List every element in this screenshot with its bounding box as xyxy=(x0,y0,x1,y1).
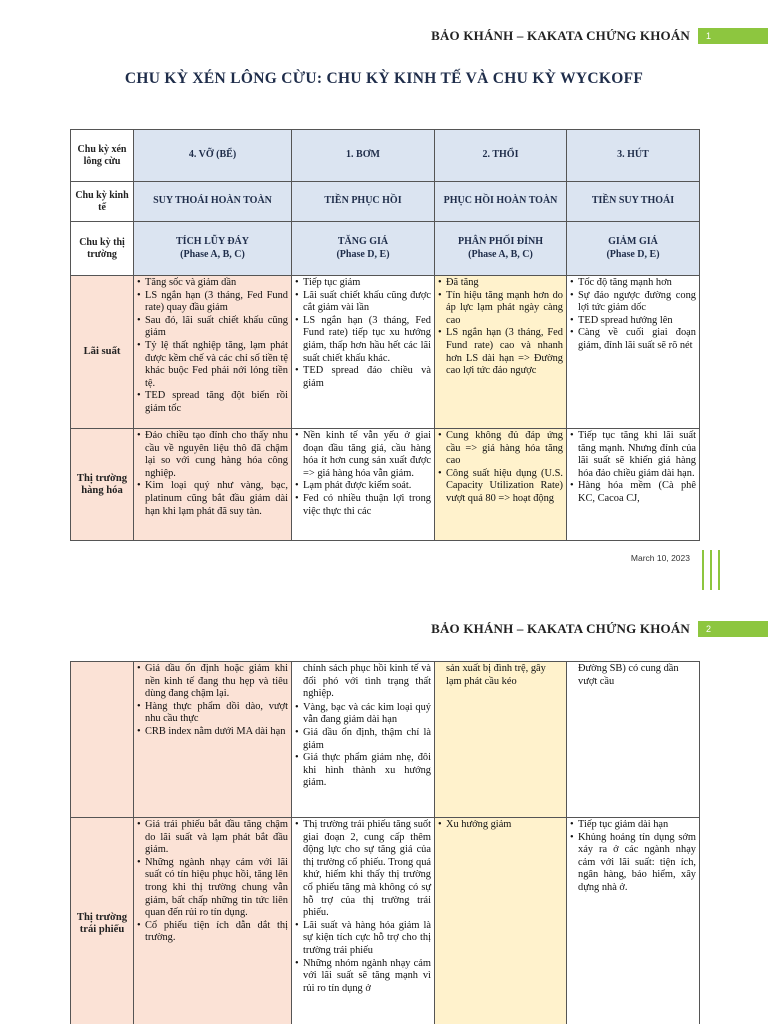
row-label-commodity: Thị trường hàng hóa xyxy=(71,429,134,541)
row-label-market: Chu kỳ thị trường xyxy=(71,222,134,276)
document-title: CHU KỲ XÉN LÔNG CỪU: CHU KỲ KINH TẾ VÀ CHU KỲ WYCKOFF xyxy=(124,70,644,87)
list-item: • Tiếp tục tăng khi lãi suất tăng mạnh. Nhưng đỉnh của lãi suất sẽ khiến giá hàng hóa đảo chiều giảm dài hạn. xyxy=(570,430,696,480)
table-row xyxy=(71,222,700,276)
list-item: • Đã tăng xyxy=(438,277,563,290)
list-item: • Những nhóm ngành nhạy cảm với lãi suất sẽ tăng mạnh vì rủi ro tín dụng ở xyxy=(295,958,431,996)
bond-cell xyxy=(134,818,292,1024)
table-row xyxy=(71,429,700,541)
green-lines-decoration xyxy=(698,550,728,590)
bullet-list xyxy=(134,662,291,739)
bond-cell xyxy=(567,818,700,1024)
list-item: • Cung không đủ đáp ứng cầu => giá hàng hóa tăng cao xyxy=(438,430,563,468)
market-cell xyxy=(134,222,292,276)
list-item: • Tốc độ tăng mạnh hơn xyxy=(570,277,696,290)
interest-cell xyxy=(435,276,567,429)
interest-cell xyxy=(292,276,435,429)
list-item: • Đảo chiều tạo đỉnh cho thấy nhu cầu về nguyên liệu thô đã chậm lại so với cung hàng hóa công nghiệp. xyxy=(137,430,288,480)
list-item: • Tiếp tục giảm xyxy=(295,277,431,290)
list-item: • Giá dầu ổn định hoặc giảm khi nền kinh tế đang thu hẹp và tiêu dùng đang chậm lại. xyxy=(137,663,288,701)
market-cell xyxy=(567,222,700,276)
list-item: • Cổ phiếu tiện ích dẫn dắt thị trường. xyxy=(137,920,288,945)
list-item: • Hàng thực phẩm dồi dào, vượt nhu cầu thực xyxy=(137,701,288,726)
list-item: • Giá thực phẩm giảm nhẹ, đôi khi hình thành xu hướng giảm. xyxy=(295,752,431,790)
list-item: • TED spread đảo chiều và giảm xyxy=(295,365,431,390)
commodity-cell xyxy=(292,662,435,818)
econ-cell: TIỀN PHỤC HỒI xyxy=(292,182,435,222)
bullet-list xyxy=(134,818,291,945)
market-name: GIẢM GIÁ xyxy=(608,235,658,247)
list-item: • Kim loại quý như vàng, bạc, platinum cũng bắt đầu giảm dài hạn khi lạm phát đã suy tàn. xyxy=(137,480,288,518)
phase-header: 4. VỠ (BỂ) xyxy=(134,130,292,182)
commodity-cell xyxy=(134,429,292,541)
row-label-shear: Chu kỳ xén lông cừu xyxy=(71,130,134,182)
commodity-text: chính sách phục hồi kinh tế và đối phó với tình trạng thất nghiệp. xyxy=(303,663,431,700)
list-item: • Lãi suất chiết khấu cũng được cắt giảm vài lần xyxy=(295,290,431,315)
list-item: • Công suất hiệu dụng (U.S. Capacity Utilization Rate) vượt quá 80 => hoạt động xyxy=(438,468,563,506)
commodity-cell xyxy=(435,429,567,541)
market-sub: (Phase A, B, C) xyxy=(468,248,533,260)
list-item: • Lãi suất và hàng hóa giảm là sự kiện tích cực hỗ trợ cho thị trường trái phiếu xyxy=(295,920,431,958)
row-label-interest: Lãi suất xyxy=(71,276,134,429)
list-item: • CRB index nằm dưới MA dài hạn xyxy=(137,726,288,739)
phase-header: 2. THỔI xyxy=(435,130,567,182)
econ-cell: PHỤC HỒI HOÀN TOÀN xyxy=(435,182,567,222)
bullet-list xyxy=(435,429,566,506)
list-item: • Khủng hoảng tín dụng sớm xảy ra ở các ngành nhạy cảm với lãi suất: tiện ích, ngân hàng, bảo hiểm, xây dựng nhà ở. xyxy=(570,832,696,895)
table-row xyxy=(71,130,700,182)
phase-header: 1. BƠM xyxy=(292,130,435,182)
list-item: • Thị trường trái phiếu tăng suốt giai đoạn 2, cung cấp thêm động lực cho sự tăng giá của thị trường cổ phiếu. Trong quá khứ, hiếm khi thấy thị trường cổ phiếu tăng mà không có sự hỗ trợ của thị trường trái phiếu. xyxy=(295,819,431,920)
list-item: • Những ngành nhạy cảm với lãi suất có tín hiệu phục hồi, tăng lên trong khi thị trường chung vẫn giảm, bất chấp những tin tức liên quan đến rủi ro tín dụng. xyxy=(137,857,288,920)
row-label-commodity-cont xyxy=(71,662,134,818)
market-name: TÍCH LŨY ĐÁY xyxy=(176,235,249,247)
row-label-bond: Thị trường trái phiếu xyxy=(71,818,134,1024)
list-item: • Hàng hóa mềm (Cà phê KC, Cacoa CJ, xyxy=(570,480,696,505)
bullet-list xyxy=(567,429,699,506)
list-item: • Giá trái phiếu bắt đầu tăng chậm do lãi suất và lạm phát bắt đầu giảm. xyxy=(137,819,288,857)
bullet-list xyxy=(292,818,434,995)
cycle-table xyxy=(70,129,700,541)
market-name: PHÂN PHỐI ĐỈNH xyxy=(458,235,543,247)
table-row xyxy=(71,662,700,818)
list-item: • LS ngắn hạn (3 tháng, Fed Fund rate) cao và nhanh hơn LS dài hạn => Đường cao lợi tức đảo ngược xyxy=(438,327,563,377)
bond-cell xyxy=(292,818,435,1024)
list-item: • Tỷ lệ thất nghiệp tăng, lạm phát được kềm chế và các chỉ số tiền tệ khác buộc Fed phải nới lỏng tiền tệ. xyxy=(137,340,288,390)
list-item: • LS ngắn hạn (3 tháng, Fed Fund rate) quay đầu giảm xyxy=(137,290,288,315)
list-item: • Giá dầu ổn định, thậm chí là giảm xyxy=(295,727,431,752)
bullet-list xyxy=(134,429,291,518)
bullet-list xyxy=(435,818,566,832)
list-item: • Lạm phát được kiểm soát. xyxy=(295,480,431,493)
bullet-list xyxy=(292,701,434,790)
page-header xyxy=(431,619,768,639)
list-item: • Vàng, bạc và các kim loại quý vẫn đang giảm dài hạn xyxy=(295,702,431,727)
page-header xyxy=(431,26,768,46)
econ-cell: SUY THOÁI HOÀN TOÀN xyxy=(134,182,292,222)
interest-cell xyxy=(134,276,292,429)
list-item: • TED spread hướng lên xyxy=(570,315,696,328)
table-row xyxy=(71,818,700,1024)
bond-cell xyxy=(435,818,567,1024)
page-number: 1 xyxy=(698,28,768,44)
bullet-list xyxy=(435,276,566,378)
list-item: • Tín hiệu tăng mạnh hơn do áp lực lạm phát ngày càng cao xyxy=(438,290,563,328)
table-row xyxy=(71,182,700,222)
commodity-text: sản xuất bị đình trệ, gây lạm phát cầu kéo xyxy=(446,663,546,687)
list-item: • Sau đó, lãi suất chiết khấu cũng giảm xyxy=(137,315,288,340)
list-item: • Tăng sốc và giảm dần xyxy=(137,277,288,290)
commodity-cell xyxy=(435,662,567,818)
page-date: March 10, 2023 xyxy=(630,553,690,563)
header-text: BẢO KHÁNH – KAKATA CHỨNG KHOÁN xyxy=(431,621,690,636)
commodity-cell xyxy=(134,662,292,818)
phase-header: 3. HÚT xyxy=(567,130,700,182)
list-item: • Fed có nhiều thuận lợi trong việc thực thi các xyxy=(295,493,431,518)
list-item: • Xu hướng giảm xyxy=(438,819,563,832)
list-item: • LS ngắn hạn (3 tháng, Fed Fund rate) tiếp tục xu hướng giảm, thấp hơn hầu hết các lãi suất chiết khấu khác. xyxy=(295,315,431,365)
row-label-econ: Chu kỳ kinh tế xyxy=(71,182,134,222)
list-item: • Sự đảo ngược đường cong lợi tức giảm dốc xyxy=(570,290,696,315)
list-item: • TED spread tăng đột biến rồi giảm tốc xyxy=(137,390,288,415)
table-row xyxy=(71,276,700,429)
bullet-list xyxy=(567,818,699,895)
market-cell xyxy=(435,222,567,276)
list-item: • Tiếp tục giảm dài hạn xyxy=(570,819,696,832)
market-sub: (Phase D, E) xyxy=(336,248,390,260)
interest-cell xyxy=(567,276,700,429)
list-item: • Càng về cuối giai đoạn giảm, đỉnh lãi suất sẽ rõ nét xyxy=(570,327,696,352)
bullet-list xyxy=(567,276,699,353)
bullet-list xyxy=(134,276,291,416)
cycle-table-continued xyxy=(70,661,700,1024)
market-sub: (Phase D, E) xyxy=(606,248,660,260)
list-item: • Nền kinh tế vẫn yếu ở giai đoạn đầu tăng giá, cầu hàng hóa ít hơn cung sản xuất được => giá hàng hóa vẫn giảm. xyxy=(295,430,431,480)
market-name: TĂNG GIÁ xyxy=(337,235,389,247)
commodity-cell xyxy=(567,662,700,818)
market-sub: (Phase A, B, C) xyxy=(180,248,245,260)
commodity-cell xyxy=(567,429,700,541)
market-cell xyxy=(292,222,435,276)
header-text: BẢO KHÁNH – KAKATA CHỨNG KHOÁN xyxy=(431,28,690,43)
page-number: 2 xyxy=(698,621,768,637)
commodity-cell xyxy=(292,429,435,541)
bullet-list xyxy=(292,276,434,390)
commodity-text: Đường SB) có cung dần vượt cầu xyxy=(578,663,679,687)
bullet-list xyxy=(292,429,434,518)
econ-cell: TIỀN SUY THOÁI xyxy=(567,182,700,222)
